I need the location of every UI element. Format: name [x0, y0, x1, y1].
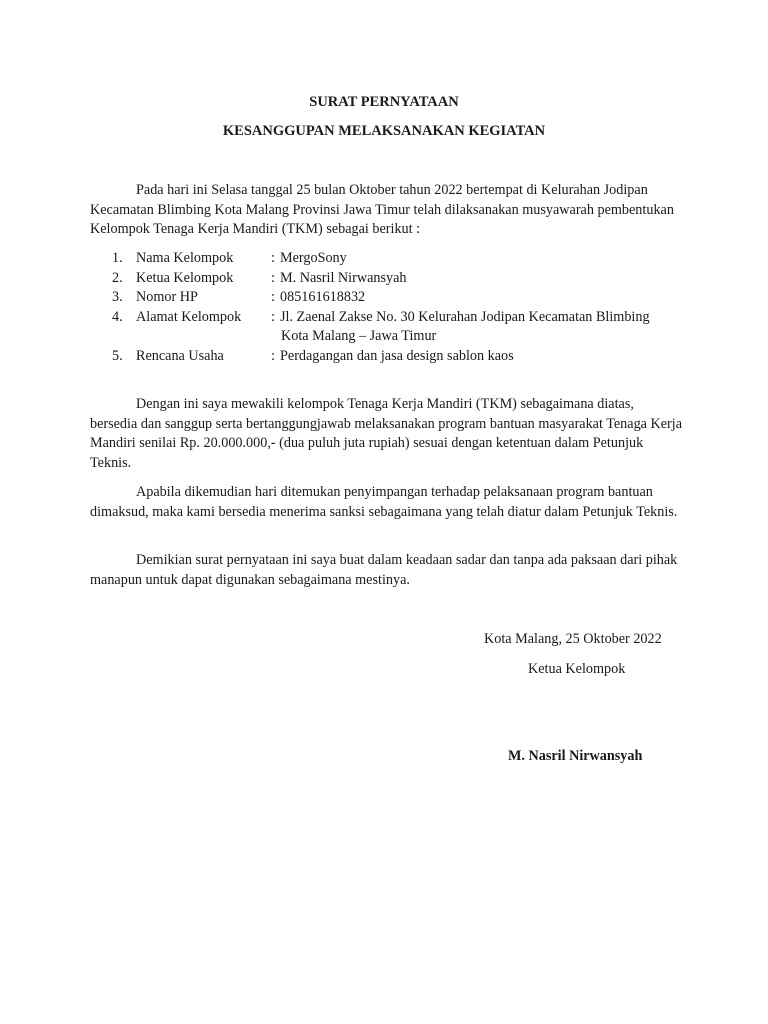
document-title: SURAT PERNYATAAN [309, 94, 459, 110]
list-item-value-text: Jl. Zaenal Zakse No. 30 Kelurahan Jodipan Kecamatan Blimbing [280, 308, 650, 325]
closing-paragraph [90, 551, 684, 590]
list-item-number: 3. [112, 289, 123, 305]
sanction-paragraph-text: Apabila dikemudian hari ditemukan penyimpangan terhadap pelaksanaan program bantuan dimaksud, maka kami bersedia menerima sanksi sebagaimana yang telah diatur dalam Petunjuk Teknis. [90, 484, 678, 520]
group-details-list [112, 249, 692, 366]
list-item-value [280, 269, 692, 289]
list-item-colon: : [271, 250, 275, 266]
signature-place-date: Kota Malang, 25 Oktober 2022 [484, 631, 662, 647]
list-item-value [280, 347, 692, 367]
intro-paragraph-text: Pada hari ini Selasa tanggal 25 bulan Oktober tahun 2022 bertempat di Kelurahan Jodipan Kecamatan Blimbing Kota Malang Provinsi Jawa Timur telah dilaksanakan musyawarah pembentukan Kelompok Tenaga Kerja Mandiri (TKM) sebagai berikut : [90, 182, 674, 237]
sanction-paragraph [90, 483, 684, 522]
list-item-label: Rencana Usaha [136, 347, 224, 364]
list-item [112, 288, 692, 308]
list-item-value [280, 288, 692, 308]
list-item-number: 2. [112, 269, 123, 286]
intro-paragraph [90, 181, 684, 240]
list-item-value [280, 249, 692, 269]
list-item-value-continuation: Kota Malang – Jawa Timur [281, 328, 437, 344]
signature-name: M. Nasril Nirwansyah [508, 748, 643, 764]
list-item-number: 4. [112, 308, 123, 325]
list-item-colon: : [271, 308, 275, 325]
list-item-number: 5. [112, 347, 123, 364]
list-item-label: Nomor HP [136, 289, 198, 305]
list-item [112, 308, 692, 347]
list-item-label: Alamat Kelompok [136, 308, 242, 325]
list-item-number: 1. [112, 250, 123, 266]
document-subtitle: KESANGGUPAN MELAKSANAKAN KEGIATAN [222, 123, 546, 139]
list-item [112, 269, 692, 289]
list-item-colon: : [271, 269, 275, 286]
list-item-value-text: 085161618832 [280, 289, 366, 305]
statement-paragraph-text: Dengan ini saya mewakili kelompok Tenaga Kerja Mandiri (TKM) sebagaimana diatas, bersedia dan sanggup serta bertanggungjawab melaksanakan program bantuan masyarakat Tenaga Kerja Mandiri senilai Rp. 20.000.000,- (dua puluh juta rupiah) sesuai dengan ketentuan dalam Petunjuk Teknis. [90, 396, 683, 471]
list-item-label: Nama Kelompok [136, 250, 234, 266]
list-item-label: Ketua Kelompok [136, 269, 234, 286]
list-item [112, 347, 692, 367]
statement-paragraph [90, 395, 684, 473]
list-item-value-text: MergoSony [280, 250, 347, 266]
list-item-value [280, 308, 692, 347]
list-item-colon: : [271, 289, 275, 305]
list-item-value-text: M. Nasril Nirwansyah [280, 269, 407, 286]
list-item-colon: : [271, 347, 275, 364]
signature-role: Ketua Kelompok [528, 661, 626, 677]
closing-paragraph-text: Demikian surat pernyataan ini saya buat dalam keadaan sadar dan tanpa ada paksaan dari pihak manapun untuk dapat digunakan sebagaimana mestinya. [90, 552, 678, 588]
list-item [112, 249, 692, 269]
list-item-value-text: Perdagangan dan jasa design sablon kaos [280, 347, 514, 364]
